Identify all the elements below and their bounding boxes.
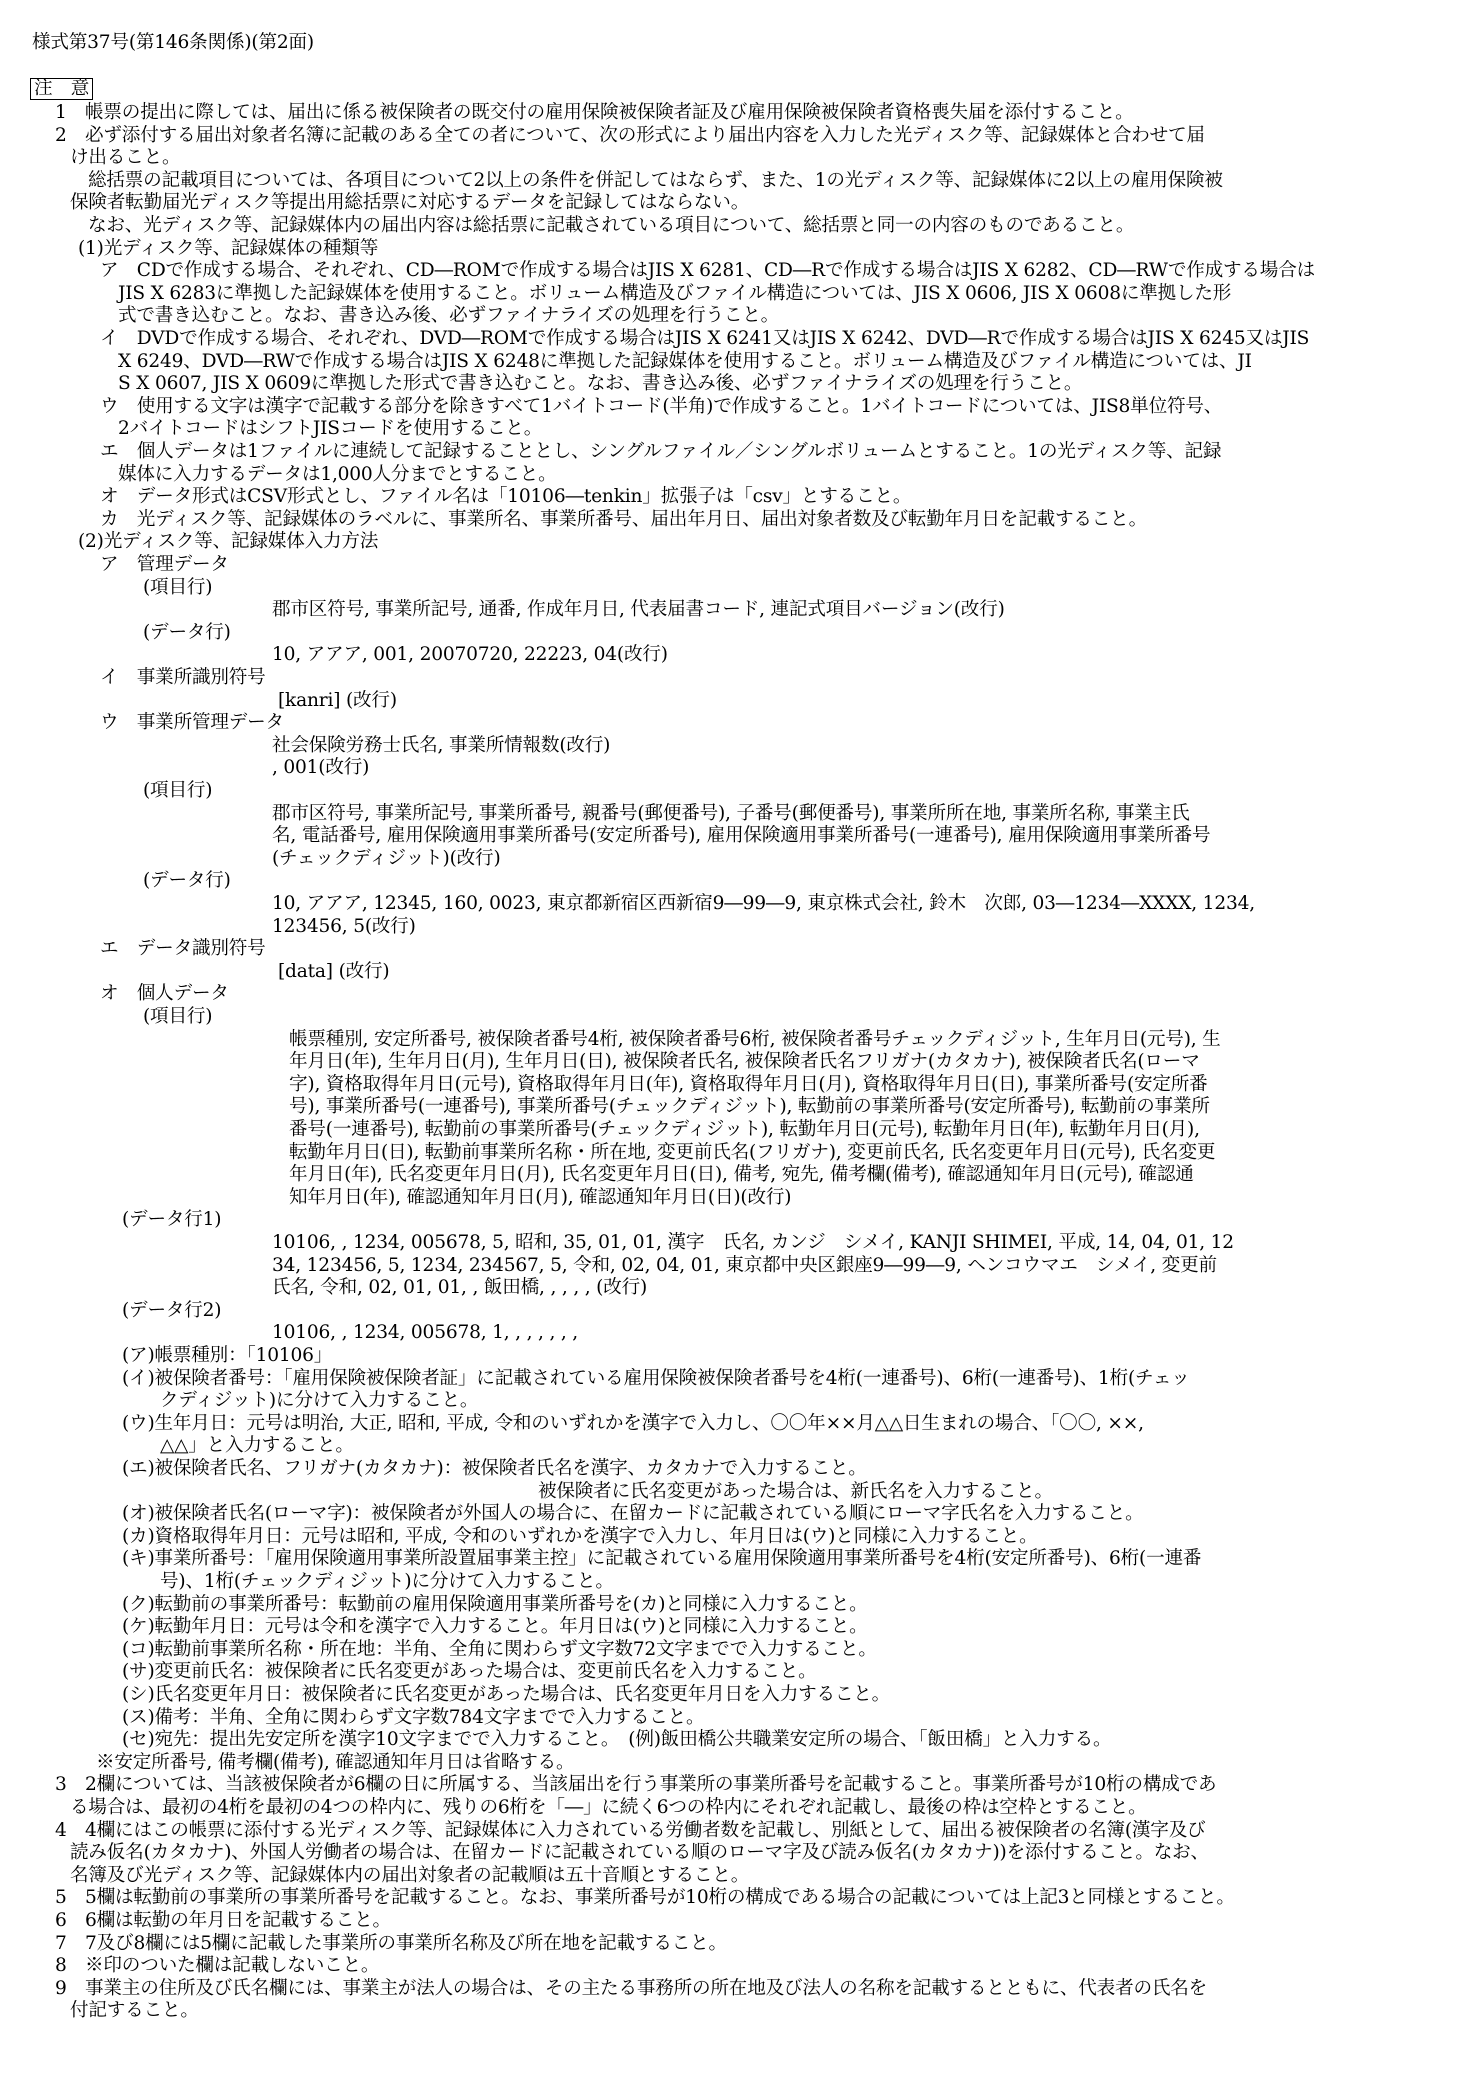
note-line: (ケ)転勤年月日：元号は令和を漢字で入力すること。年月日は(ウ)と同様に入力すること。: [122, 1616, 868, 1638]
note-line: 9 事業主の住所及び氏名欄には、事業主が法人の場合は、その主たる事務所の所在地及び法人の名称を記載するとともに、代表者の氏名を: [55, 1977, 1208, 1999]
note-line: 名, 電話番号, 雇用保険適用事業所番号(安定所番号), 雇用保険適用事業所番号(一連番号), 雇用保険適用事業所番号: [272, 825, 1211, 847]
note-line: 名簿及び光ディスク等、記録媒体内の届出対象者の記載順は五十音順とすること。: [70, 1864, 750, 1886]
note-line: (項目行): [143, 780, 213, 801]
note-line: (項目行): [143, 1006, 213, 1027]
note-line: 番号(一連番号), 転勤前の事業所番号(チェックディジット), 転勤年月日(元号), 転勤年月日(年), 転勤年月日(月),: [289, 1119, 1200, 1140]
note-line: 10, アアア, 001, 20070720, 22223, 04(改行): [272, 644, 668, 666]
note-line: 郡市区符号, 事業所記号, 通番, 作成年月日, 代表届書コード, 連記式項目バージョン(改行): [272, 599, 1005, 621]
note-line: X 6249、DVD―RWで作成する場合はJIS X 6248に準拠した記録媒体を使用すること。ボリューム構造及びファイル構造については、JI: [118, 350, 1252, 372]
note-line: 6 6欄は転勤の年月日を記載すること。: [55, 1910, 391, 1931]
note-line: 年月日(年), 生年月日(月), 生年月日(日), 被保険者氏名, 被保険者氏名フリガナ(カタカナ), 被保険者氏名(ローマ: [289, 1051, 1200, 1073]
note-line: △△」と入力すること。: [160, 1435, 354, 1457]
note-line: 式で書き込むこと。なお、書き込み後、必ずファイナライズの処理を行うこと。: [118, 305, 780, 327]
note-line: ア CDで作成する場合、それぞれ、CD―ROMで作成する場合はJIS X 6281、CD―Rで作成する場合はJIS X 6282、CD―RWで作成する場合は: [100, 260, 1315, 282]
note-line: クディジット)に分けて入力すること。: [160, 1390, 479, 1412]
note-line: (オ)被保険者氏名(ローマ字)：被保険者が外国人の場合に、在留カードに記載されている順にローマ字氏名を入力すること。: [122, 1503, 1144, 1525]
note-line: イ 事業所識別符号: [100, 667, 266, 688]
note-line: 10106, , 1234, 005678, 5, 昭和, 35, 01, 01, 漢字 氏名, カンジ シメイ, KANJI SHIMEI, 平成, 14, 04, 01, 12: [272, 1232, 1234, 1253]
note-line: ※安定所番号, 備考欄(備考), 確認通知年月日は省略する。: [96, 1751, 575, 1773]
note-line: (ウ)生年月日：元号は明治, 大正, 昭和, 平成, 令和のいずれかを漢字で入力し、〇〇年××月△△日生まれの場合、「〇〇, ××,: [122, 1412, 1144, 1434]
note-line: け出ること。: [70, 147, 181, 169]
note-line: ウ 事業所管理データ: [100, 712, 284, 734]
note-line: (カ)資格取得年月日：元号は昭和, 平成, 令和のいずれかを漢字で入力し、年月日は(ウ)と同様に入力すること。: [122, 1525, 1038, 1547]
note-line: (ク)転勤前の事業所番号：転勤前の雇用保険適用事業所番号を(カ)と同様に入力すること。: [122, 1593, 868, 1615]
note-line: 3 2欄については、当該被保険者が6欄の日に所属する、当該届出を行う事業所の事業所番号を記載すること。事業所番号が10桁の構成であ: [55, 1774, 1217, 1796]
note-line: (ス)備考：半角、全角に関わらず文字数784文字までで入力すること。: [122, 1706, 705, 1728]
note-line: 7 7及び8欄には5欄に記載した事業所の事業所名称及び所在地を記載すること。: [55, 1932, 727, 1954]
note-line: , 001(改行): [272, 757, 370, 779]
note-line: (データ行): [143, 870, 231, 892]
note-line: (データ行1): [122, 1209, 222, 1231]
note-line: 年月日(年), 氏名変更年月日(月), 氏名変更年月日(日), 備考, 宛先, 備考欄(備考), 確認通知年月日(元号), 確認通: [289, 1164, 1194, 1186]
note-line: オ データ形式はCSV形式とし、ファイル名は「10106―tenkin」拡張子は「csv」とすること。: [100, 486, 912, 508]
note-line: (データ行2): [122, 1299, 222, 1321]
note-line: (チェックディジット)(改行): [272, 847, 501, 869]
note-line: 総括票の記載項目については、各項目について2以上の条件を併記してはならず、また、1の光ディスク等、記録媒体に2以上の雇用保険被: [88, 169, 1223, 191]
note-line: 4 4欄にはこの帳票に添付する光ディスク等、記録媒体に入力されている労働者数を記載し、別紙として、届出る被保険者の名簿(漢字及び: [55, 1819, 1206, 1841]
note-line: 1 帳票の提出に際しては、届出に係る被保険者の既交付の雇用保険被保険者証及び雇用保険被保険者資格喪失届を添付すること。: [55, 102, 1134, 123]
note-line: JIS X 6283に準拠した記録媒体を使用すること。ボリューム構造及びファイル構造については、JIS X 0606, JIS X 0608に準拠した形: [118, 282, 1232, 304]
notes-heading: 注 意: [30, 78, 93, 100]
note-line: 5 5欄は転勤前の事業所の事業所番号を記載すること。なお、事業所番号が10桁の構成である場合の記載については上記3と同様とすること。: [55, 1887, 1235, 1909]
note-line: 2 必ず添付する届出対象者名簿に記載のある全ての者について、次の形式により届出内容を入力した光ディスク等、記録媒体と合わせて届: [55, 124, 1205, 146]
note-line: 知年月日(年), 確認通知年月日(月), 確認通知年月日(日)(改行): [289, 1186, 792, 1208]
note-line: 帳票種別, 安定所番号, 被保険者番号4桁, 被保険者番号6桁, 被保険者番号チェックディジット, 生年月日(元号), 生: [289, 1028, 1221, 1050]
note-line: (1)光ディスク等、記録媒体の種類等: [78, 237, 379, 259]
note-line: 123456, 5(改行): [272, 915, 416, 937]
note-line: (ア)帳票種別：「10106」: [122, 1345, 333, 1366]
note-line: イ DVDで作成する場合、それぞれ、DVD―ROMで作成する場合はJIS X 6241又はJIS X 6242、DVD―Rで作成する場合はJIS X 6245又はJIS: [100, 328, 1310, 349]
note-line: (シ)氏名変更年月日：被保険者に氏名変更があった場合は、氏名変更年月日を入力すること。: [122, 1684, 891, 1705]
note-line: (セ)宛先：提出先安定所を漢字10文字までで入力すること。 (例)飯田橋公共職業安定所の場合、「飯田橋」と入力する。: [122, 1729, 1112, 1751]
note-line: 郡市区符号, 事業所記号, 事業所番号, 親番号(郵便番号), 子番号(郵便番号), 事業所所在地, 事業所名称, 事業主氏: [272, 802, 1190, 824]
note-line: (コ)転勤前事業所名称・所在地：半角、全角に関わらず文字数72文字までで入力すること。: [122, 1638, 877, 1660]
note-line: 媒体に入力するデータは1,000人分までとすること。: [118, 463, 557, 485]
note-line: オ 個人データ: [100, 983, 229, 1005]
form-title: 様式第37号(第146条関係)(第2面): [32, 32, 314, 53]
note-line: ア 管理データ: [100, 554, 229, 575]
note-line: (キ)事業所番号：「雇用保険適用事業所設置届事業主控」に記載されている雇用保険適用事業所番号を4桁(安定所番号)、6桁(一連番: [122, 1548, 1202, 1570]
note-line: (データ行): [143, 621, 231, 643]
note-line: 被保険者に氏名変更があった場合は、新氏名を入力すること。: [538, 1480, 1053, 1502]
note-line: 転勤年月日(日), 転勤前事業所名称・所在地, 変更前氏名(フリガナ), 変更前氏名, 氏名変更年月日(元号), 氏名変更: [289, 1141, 1216, 1163]
note-line: [kanri] (改行): [278, 689, 397, 711]
note-line: 氏名, 令和, 02, 01, 01, , 飯田橋, , , , , (改行): [272, 1277, 648, 1299]
note-line: ウ 使用する文字は漢字で記載する部分を除きすべて1バイトコード(半角)で作成すること。1バイトコードについては、JIS8単位符号、: [100, 395, 1223, 417]
note-line: S X 0607, JIS X 0609に準拠した形式で書き込むこと。なお、書き込み後、必ずファイナライズの処理を行うこと。: [118, 373, 1083, 395]
note-line: (イ)被保険者番号：「雇用保険被保険者証」に記載されている雇用保険被保険者番号を4桁(一連番号)、6桁(一連番号)、1桁(チェッ: [122, 1367, 1190, 1389]
note-line: 付記すること。: [70, 2000, 199, 2022]
note-line: る場合は、最初の4桁を最初の4つの枠内に、残りの6桁を「―」に続く6つの枠内にそれぞれ記載し、最後の枠は空枠とすること。: [70, 1797, 1147, 1818]
note-line: 読み仮名(カタカナ)、外国人労働者の場合は、在留カードに記載されている順のローマ字及び読み仮名(カタカナ))を添付すること。なお、: [70, 1842, 1209, 1864]
note-line: 10, アアア, 12345, 160, 0023, 東京都新宿区西新宿9―99―9, 東京株式会社, 鈴木 次郎, 03―1234―XXXX, 1234,: [272, 893, 1255, 914]
note-line: 8 ※印のついた欄は記載しないこと。: [55, 1955, 380, 1977]
note-line: 字), 資格取得年月日(元号), 資格取得年月日(年), 資格取得年月日(月), 資格取得年月日(日), 事業所番号(安定所番: [289, 1073, 1208, 1095]
note-line: 社会保険労務士氏名, 事業所情報数(改行): [272, 734, 611, 756]
note-line: カ 光ディスク等、記録媒体のラベルに、事業所名、事業所番号、届出年月日、届出対象者数及び転勤年月日を記載すること。: [100, 508, 1147, 530]
note-line: 号), 事業所番号(一連番号), 事業所番号(チェックディジット), 転勤前の事業所番号(安定所番号), 転勤前の事業所: [289, 1096, 1210, 1118]
note-line: (サ)変更前氏名：被保険者に氏名変更があった場合は、変更前氏名を入力すること。: [122, 1661, 817, 1683]
note-line: (エ)被保険者氏名、フリガナ(カタカナ)：被保険者氏名を漢字、カタカナで入力すること。: [122, 1458, 867, 1479]
note-line: 2バイトコードはシフトJISコードを使用すること。: [118, 418, 543, 440]
note-line: エ 個人データは1ファイルに連続して記録することとし、シングルファイル／シングルボリュームとすること。1の光ディスク等、記録: [100, 441, 1222, 462]
note-line: なお、光ディスク等、記録媒体内の届出内容は総括票に記載されている項目について、総括票と同一の内容のものであること。: [88, 215, 1135, 236]
note-line: (項目行): [143, 576, 213, 598]
note-line: 保険者転勤届光ディスク等提出用総括票に対応するデータを記録してはならない。: [70, 192, 750, 214]
note-line: (2)光ディスク等、記録媒体入力方法: [78, 531, 379, 553]
note-line: [data] (改行): [278, 960, 390, 982]
note-line: エ データ識別符号: [100, 938, 266, 960]
note-line: 号)、1桁(チェックディジット)に分けて入力すること。: [160, 1571, 614, 1592]
note-line: 34, 123456, 5, 1234, 234567, 5, 令和, 02, 04, 01, 東京都中央区銀座9―99―9, ヘンコウマエ シメイ, 変更前: [272, 1254, 1217, 1276]
note-line: 10106, , 1234, 005678, 1, , , , , , ,: [272, 1322, 578, 1344]
